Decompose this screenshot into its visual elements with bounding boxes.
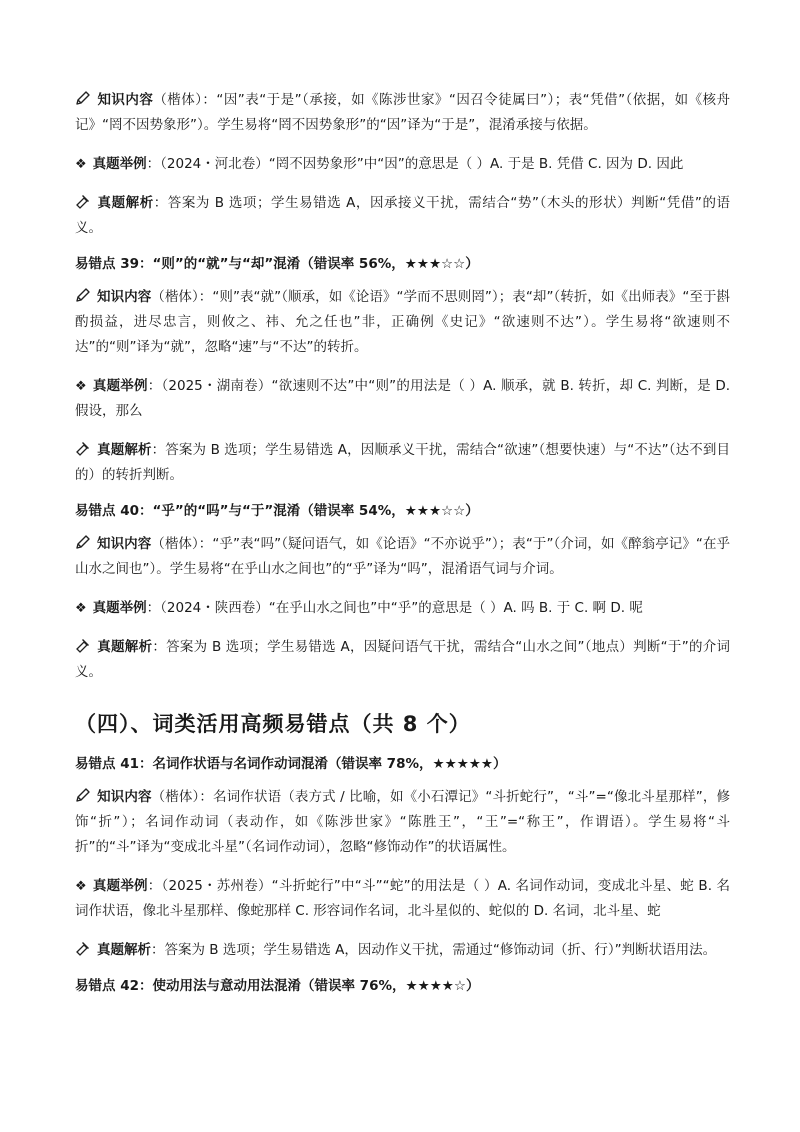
document-page [75, 88, 730, 1007]
section-title: （四）、词类活用高频易错点（共 8 个） [75, 712, 471, 736]
diamond-bullet-icon: ❖ [75, 379, 87, 394]
pencil-icon [75, 534, 91, 550]
error-point-heading: 易错点 42：使动用法与意动用法混淆（错误率 76%，★★★★☆） [75, 978, 480, 994]
knowledge-text: （楷体）：“乎”表“吗”（疑问语气，如《论语》“不亦说乎”）；表“于”（介词，如《醉翁亭记》“在乎山水之间也”）。学生易将“在乎山水之间也”的“乎”译为“吗”，混淆语气词与介词。 [75, 536, 731, 577]
ruler-pencil-icon [75, 940, 91, 956]
example-text: ：（2025・湖南卷）“欲速则不达”中“则”的用法是（ ）A. 顺承，就 B. 转折，却 C. 判断，是 D. 假设，那么 [75, 378, 731, 419]
example-label: 真题举例 [92, 378, 148, 394]
diamond-bullet-icon: ❖ [75, 601, 87, 616]
analysis-label: 真题解析 [97, 442, 152, 458]
example-label: 真题举例 [92, 878, 148, 894]
analysis-text: ：答案为 B 选项；学生易错选 A，因疑问语气干扰，需结合“山水之间”（地点）判断“于”的介词义。 [75, 639, 730, 680]
knowledge-text: （楷体）：名词作状语（表方式 / 比喻，如《小石潭记》“斗折蛇行”，“斗”=“像北斗星那样”，修饰“折”）；名词作动词（表动作，如《陈涉世家》“陈胜王”，“王”=“称王”，作谓语）。学生易将“斗折”的“斗”译为“变成北斗星”（名词作动词），忽略“修饰动作”的状语属性。 [75, 789, 731, 855]
error-point-heading: 易错点 39：“则”的“就”与“却”混淆（错误率 56%，★★★☆☆） [75, 256, 479, 272]
error-point-heading: 易错点 40：“乎”的“吗”与“于”混淆（错误率 54%，★★★☆☆） [75, 503, 479, 519]
knowledge-label: 知识内容 [97, 92, 154, 108]
analysis-label: 真题解析 [97, 639, 153, 655]
pencil-icon [75, 287, 91, 303]
analysis-text: ：答案为 B 选项；学生易错选 A，因动作义干扰，需通过“修饰动词（折、行）”判断状语用法。 [151, 942, 717, 958]
ruler-pencil-icon [75, 440, 91, 456]
example-text: ：（2025・苏州卷）“斗折蛇行”中“斗”“蛇”的用法是（ ）A. 名词作动词，变成北斗星、蛇 B. 名词作状语，像北斗星那样、像蛇那样 C. 形容词作名词，北斗星似的、蛇似的 D. 名词，北斗星、蛇 [75, 878, 731, 919]
knowledge-paragraph [75, 285, 730, 360]
example-paragraph [75, 874, 730, 924]
error-point-heading: 易错点 41：名词作状语与名词作动词混淆（错误率 78%，★★★★★） [75, 756, 507, 772]
analysis-label: 真题解析 [97, 942, 151, 958]
knowledge-label: 知识内容 [97, 289, 152, 305]
pencil-icon [75, 90, 91, 106]
knowledge-paragraph [75, 88, 730, 138]
example-text: ：（2024・陕西卷）“在乎山水之间也”中“乎”的意思是（ ）A. 吗 B. 于 C. 啊 D. 呢 [146, 600, 643, 616]
example-paragraph [75, 152, 730, 177]
example-paragraph [75, 596, 730, 621]
analysis-label: 真题解析 [97, 195, 154, 211]
knowledge-paragraph [75, 785, 730, 860]
knowledge-label: 知识内容 [97, 789, 152, 805]
example-label: 真题举例 [92, 600, 147, 616]
example-paragraph [75, 374, 730, 424]
analysis-paragraph [75, 191, 730, 241]
knowledge-label: 知识内容 [97, 536, 152, 552]
example-label: 真题举例 [92, 156, 147, 172]
analysis-paragraph [75, 438, 730, 488]
example-text: ：（2024・河北卷）“罔不因势象形”中“因”的意思是（ ）A. 于是 B. 凭借 C. 因为 D. 因此 [146, 156, 684, 172]
analysis-text: ：答案为 B 选项；学生易错选 A，因顺承义干扰，需结合“欲速”（想要快速）与“不达”（达不到目的）的转折判断。 [75, 442, 730, 483]
knowledge-text: （楷体）：“则”表“就”（顺承，如《论语》“学而不思则罔”）；表“却”（转折，如《出师表》“至于斟酌损益，进尽忠言，则攸之、祎、允之任也”非，正确例《史记》“欲速则不达”）。学生易将“欲速则不达”的“则”译为“就”，忽略“速”与“不达”的转折。 [75, 289, 731, 355]
knowledge-paragraph [75, 532, 730, 582]
analysis-paragraph [75, 938, 730, 963]
analysis-paragraph [75, 635, 730, 685]
diamond-bullet-icon: ❖ [75, 879, 87, 894]
knowledge-text: （楷体）：“因”表“于是”（承接，如《陈涉世家》“因召令徒属曰”）；表“凭借”（依据，如《核舟记》“罔不因势象形”）。学生易将“罔不因势象形”的“因”译为“于是”，混淆承接与依据。 [75, 92, 731, 133]
diamond-bullet-icon: ❖ [75, 157, 87, 172]
ruler-pencil-icon [75, 637, 91, 653]
analysis-text: ：答案为 B 选项；学生易错选 A，因承接义干扰，需结合“势”（木头的形状）判断“凭借”的语义。 [75, 195, 730, 236]
ruler-pencil-icon [75, 193, 91, 209]
pencil-icon [75, 787, 91, 803]
